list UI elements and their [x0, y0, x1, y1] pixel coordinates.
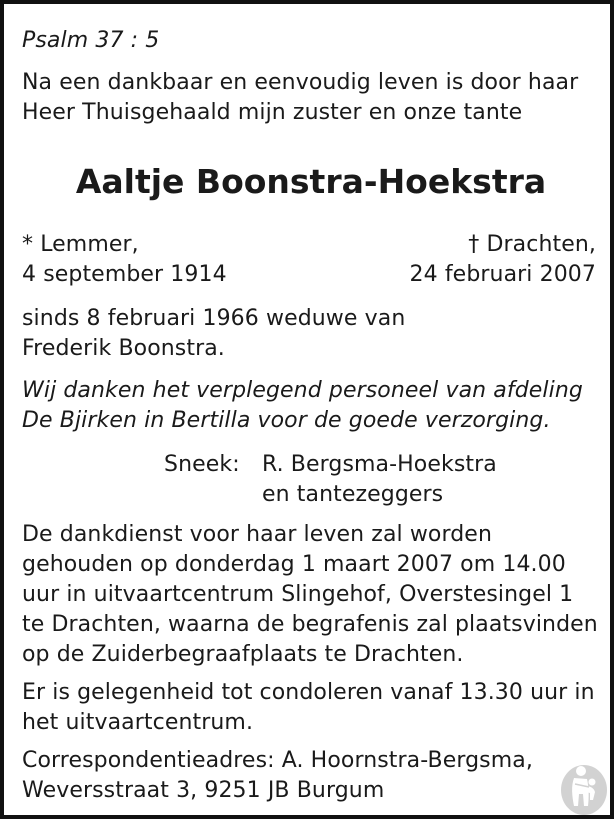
service-line-1: De dankdienst voor haar leven zal worden [22, 522, 492, 547]
psalm-reference: Psalm 37 : 5 [22, 28, 160, 53]
service-line-2: gehouden op donderdag 1 maart 2007 om 14.00 [22, 552, 566, 577]
birth-date: 4 september 1914 [22, 262, 227, 287]
thanks-line-1: Wij danken het verplegend personeel van afdeling [22, 378, 583, 403]
family-place: Sneek: [164, 452, 240, 477]
birth-place: * Lemmer, [22, 232, 139, 257]
condolence-line-1: Er is gelegenheid tot condoleren vanaf 13.30 uur in [22, 680, 595, 705]
service-line-5: op de Zuiderbegraafplaats te Drachten. [22, 642, 464, 667]
deceased-name: Aaltje Boonstra-Hoekstra [75, 162, 547, 201]
service-line-3: uur in uitvaartcentrum Slingehof, Overstesingel 1 [22, 582, 574, 607]
widow-line-1: sinds 8 februari 1966 weduwe van [22, 306, 406, 331]
family-name-1: R. Bergsma-Hoekstra [262, 452, 497, 477]
service-line-4: te Drachten, waarna de begrafenis zal plaatsvinden [22, 612, 598, 637]
widow-line-2: Frederik Boonstra. [22, 336, 225, 361]
figure-holding-child-icon [559, 760, 609, 816]
thanks-line-2: De Bjirken in Bertilla voor de goede verzorging. [22, 408, 551, 433]
intro-line-2: Heer Thuisgehaald mijn zuster en onze tante [22, 100, 523, 125]
death-date: 24 februari 2007 [409, 262, 596, 287]
death-place: † Drachten, [468, 232, 596, 257]
correspondence-line-2: Weversstraat 3, 9251 JB Burgum [22, 778, 385, 803]
intro-line-1: Na een dankbaar en eenvoudig leven is door haar [22, 70, 579, 95]
condolence-line-2: het uitvaartcentrum. [22, 710, 254, 735]
correspondence-line-1: Correspondentieadres: A. Hoornstra-Bergsma, [22, 748, 533, 773]
family-name-2: en tantezeggers [262, 482, 444, 507]
